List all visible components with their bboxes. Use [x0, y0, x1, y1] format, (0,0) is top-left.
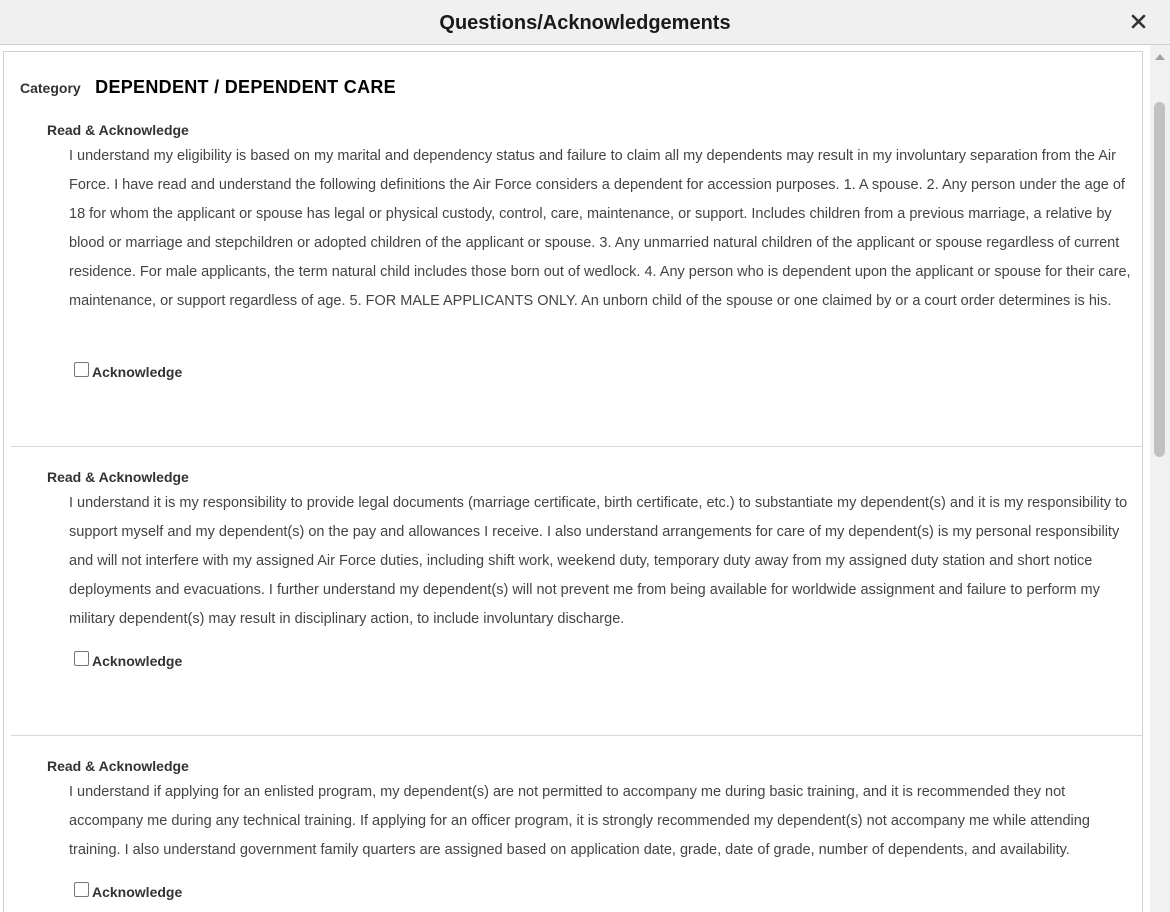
- section-title: Read & Acknowledge: [47, 469, 189, 485]
- section-divider: [11, 446, 1142, 447]
- vertical-scrollbar[interactable]: [1150, 45, 1170, 912]
- scroll-up-arrow-icon[interactable]: [1155, 54, 1165, 60]
- section-title: Read & Acknowledge: [47, 122, 189, 138]
- section-text: I understand my eligibility is based on my marital and dependency status and failure to claim all my dependents may result in my involuntary separation from the Air Force. I have read and understand the following definitions the Air Force considers a dependent for accession purposes. 1. A spouse. 2. Any person under the age of 18 for whom the applicant or spouse has legal or physical custody, control, care, maintenance, or support. Includes children from a previous marriage, a relative by blood or marriage and stepchildren or adopted children of the applicant or spouse. 3. Any unmarried natural children of the applicant or spouse regardless of current residence. For male applicants, the term natural child includes those born out of wedlock. 4. Any person who is dependent upon the applicant or spouse for their care, maintenance, or support regardless of age. 5. FOR MALE APPLICANTS ONLY. An unborn child of the spouse or one claimed by or a court order determines is his.: [69, 148, 1131, 309]
- acknowledge-label[interactable]: Acknowledge: [92, 884, 183, 900]
- acknowledgement-section-2: [11, 469, 1142, 699]
- acknowledge-checkbox[interactable]: [74, 651, 89, 666]
- close-button[interactable]: [1128, 11, 1150, 33]
- section-divider: [11, 735, 1142, 736]
- dialog-title: Questions/Acknowledgements: [439, 12, 731, 34]
- category-value: DEPENDENT / DEPENDENT CARE: [95, 77, 396, 97]
- section-text: I understand if applying for an enlisted program, my dependent(s) are not permitted to accompany me during basic training, and it is recommended they not accompany me during any technical training. If applying for an officer program, it is strongly recommended my dependent(s) not accompany me while attending training. I also understand government family quarters are assigned based on application date, grade, date of grade, number of dependents, and availability.: [69, 784, 1090, 858]
- close-icon: [1128, 11, 1150, 33]
- acknowledge-label[interactable]: Acknowledge: [92, 653, 183, 669]
- acknowledgement-section-3: [11, 758, 1142, 912]
- acknowledge-row[interactable]: [74, 880, 182, 900]
- acknowledgement-section-1: [11, 122, 1142, 432]
- acknowledge-checkbox[interactable]: [74, 882, 89, 897]
- category-label: Category: [20, 79, 81, 96]
- section-text: I understand it is my responsibility to provide legal documents (marriage certificate, birth certificate, etc.) to substantiate my dependent(s) and it is my responsibility to support myself and my dependent(s) on the pay and allowances I receive. I also understand arrangements for care of my dependent(s) is my personal responsibility and will not interfere with my assigned Air Force duties, including shift work, weekend duty, temporary duty away from my assigned duty station and short notice deployments and evacuations. I further understand my dependent(s) will not prevent me from being available for worldwide assignment and failure to perform my military dependent(s) may result in disciplinary action, to include involuntary discharge.: [69, 495, 1128, 627]
- acknowledge-label[interactable]: Acknowledge: [92, 364, 183, 380]
- section-title: Read & Acknowledge: [47, 758, 189, 774]
- category-row: [20, 77, 396, 98]
- dialog-body: [3, 51, 1143, 912]
- acknowledge-row[interactable]: [74, 360, 182, 380]
- acknowledge-row[interactable]: [74, 649, 182, 669]
- dialog-header: [0, 0, 1170, 45]
- acknowledge-checkbox[interactable]: [74, 362, 89, 377]
- scrollbar-thumb[interactable]: [1154, 102, 1165, 457]
